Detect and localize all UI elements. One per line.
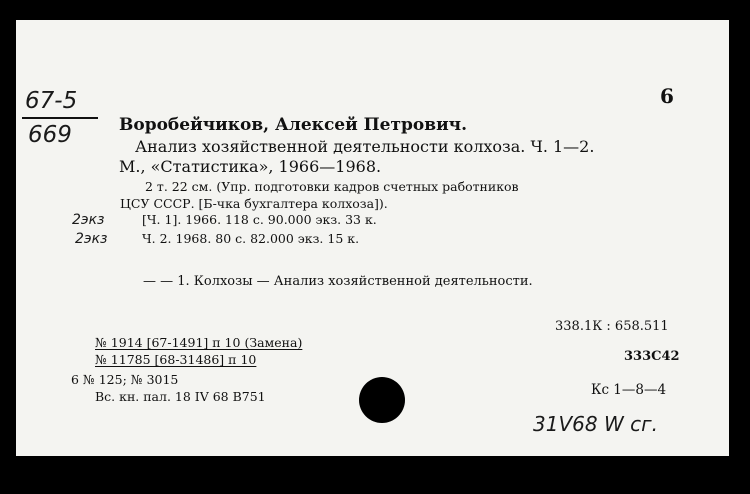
copy-line-1: [Ч. 1]. 1966. 118 с. 90.000 экз. 33 к.	[142, 212, 377, 227]
record-line-1: № 1914 [67-1491] п 10 (Замена)	[95, 335, 303, 350]
classification-index: 338.1К : 658.511	[555, 319, 669, 334]
author-code: 333С42	[624, 349, 680, 364]
title-line: Анализ хозяйственной деятельности колхоза. Ч. 1—2.	[135, 137, 595, 156]
catalog-card	[16, 20, 729, 456]
call-number-top: 67-5	[25, 88, 78, 114]
subject-heading: — — 1. Колхозы — Анализ хозяйственной деятельности.	[143, 274, 533, 289]
collation-line-2: ЦСУ СССР. [Б-чка бухгалтера колхоза]).	[120, 196, 388, 211]
collation-line-1: 2 т. 22 см. (Упр. подготовки кадров счетных работников	[145, 179, 519, 194]
imprint-line: М., «Статистика», 1966—1968.	[119, 157, 382, 176]
record-line-3: 6 № 125; № 3015	[71, 372, 179, 387]
author-heading: Воробейчиков, Алексей Петрович.	[119, 115, 468, 135]
call-number-bottom: 669	[28, 122, 72, 148]
copy-line-2: Ч. 2. 1968. 80 с. 82.000 экз. 15 к.	[142, 231, 360, 246]
copy-mark-1: 2экз	[72, 212, 105, 228]
handwritten-note: 31V68 W сг.	[533, 412, 658, 436]
record-line-2: № 11785 [68-31486] п 10	[95, 352, 257, 367]
card-number: 6	[660, 84, 674, 108]
copy-mark-2: 2экз	[75, 231, 108, 247]
punch-hole	[359, 377, 405, 423]
call-number-divider	[22, 117, 98, 119]
kc-code: Кс 1—8—4	[591, 382, 667, 398]
record-line-4: Вс. кн. пал. 18 IV 68 В751	[95, 389, 266, 404]
